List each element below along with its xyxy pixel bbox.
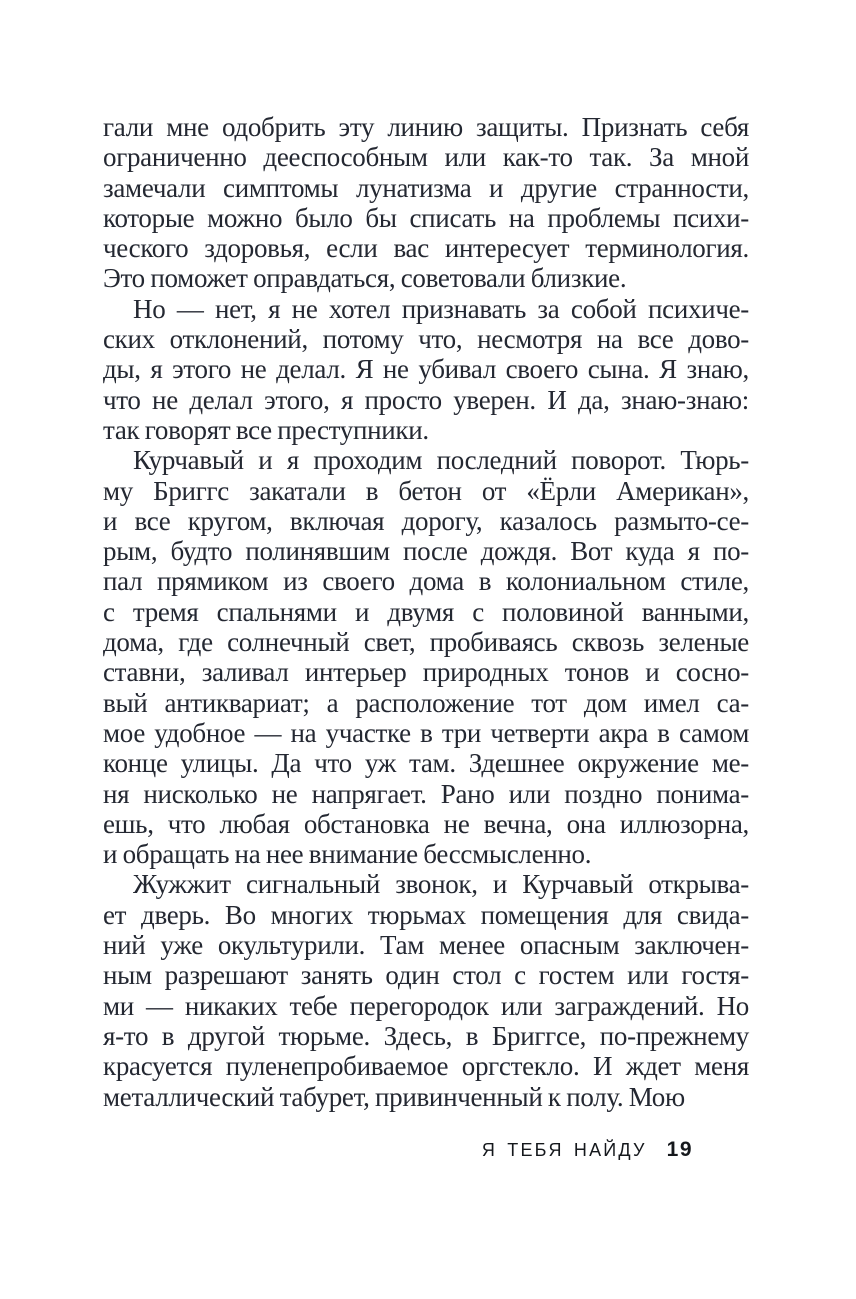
text-line: ми — никаких тебе перегородок или заграждений. Но xyxy=(103,990,749,1021)
text-line: замечали симптомы лунатизма и другие странности, xyxy=(103,172,749,203)
text-line: Это поможет оправдаться, советовали близкие. xyxy=(103,263,627,294)
text-line: рым, будто полинявшим после дождя. Вот куда я по- xyxy=(103,536,749,567)
text-line: Курчавый и я проходим последний поворот. Тюрь- xyxy=(133,445,749,476)
text-line: ний уже окультурили. Там менее опасным заключен- xyxy=(103,930,749,961)
text-line: ограниченно дееспособным или как-то так. За мной xyxy=(103,142,749,173)
text-line: пал прямиком из своего дома в колониальном стиле, xyxy=(103,566,749,597)
text-block xyxy=(103,112,749,1112)
text-line: ным разрешают занять один стол с гостем или гостя- xyxy=(103,960,749,991)
text-line: ставни, заливал интерьер природных тонов и сосно- xyxy=(103,657,749,688)
text-line: и обращать на нее внимание бессмысленно. xyxy=(103,839,592,870)
text-line: с тремя спальнями и двумя с половиной ванными, xyxy=(103,596,749,627)
text-line: я-то в другой тюрьме. Здесь, в Бриггсе, по-прежнему xyxy=(103,1020,749,1051)
text-line: мое удобное — на участке в три четверти акра в самом xyxy=(103,717,749,748)
paragraph-1 xyxy=(103,112,749,294)
text-line: вый антиквариат; а расположение тот дом имел са- xyxy=(103,687,749,718)
text-line: му Бриггс закатали в бетон от «Ёрли Американ», xyxy=(103,475,749,506)
running-title: Я ТЕБЯ НАЙДУ xyxy=(481,1140,647,1160)
text-line: ет дверь. Во многих тюрьмах помещения для свида- xyxy=(103,899,749,930)
page-number: 19 xyxy=(666,1138,693,1161)
text-line: Жужжит сигнальный звонок, и Курчавый открыва- xyxy=(133,869,749,900)
paragraph-2 xyxy=(103,294,749,445)
text-line: ды, я этого не делал. Я не убивал своего сына. Я знаю, xyxy=(103,354,749,385)
text-line: так говорят все преступники. xyxy=(103,414,429,445)
text-line: ческого здоровья, если вас интересует терминология. xyxy=(103,233,749,264)
text-line: металлический табурет, привинченный к полу. Мою xyxy=(103,1081,685,1112)
text-line: и все кругом, включая дорогу, казалось размыто-се- xyxy=(103,505,749,536)
text-line: красуется пуленепробиваемое оргстекло. И ждет меня xyxy=(103,1051,749,1082)
text-line: ских отклонений, потому что, несмотря на все дово- xyxy=(103,324,749,355)
text-line: ня нисколько не напрягает. Рано или поздно понима- xyxy=(103,778,749,809)
text-line: что не делал этого, я просто уверен. И да, знаю-знаю: xyxy=(103,384,749,415)
text-line: конце улицы. Да что уж там. Здешнее окружение ме- xyxy=(103,748,749,779)
text-line: гали мне одобрить эту линию защиты. Признать себя xyxy=(103,112,749,142)
paragraph-3 xyxy=(103,445,749,869)
page-footer xyxy=(482,1138,693,1162)
text-line: Но — нет, я не хотел признавать за собой психиче- xyxy=(133,293,749,324)
text-line: дома, где солнечный свет, пробиваясь сквозь зеленые xyxy=(103,627,749,658)
text-line: ешь, что любая обстановка не вечна, она иллюзорна, xyxy=(103,808,749,839)
text-line: которые можно было бы списать на проблемы психи- xyxy=(103,202,749,233)
paragraph-4 xyxy=(103,869,749,1111)
